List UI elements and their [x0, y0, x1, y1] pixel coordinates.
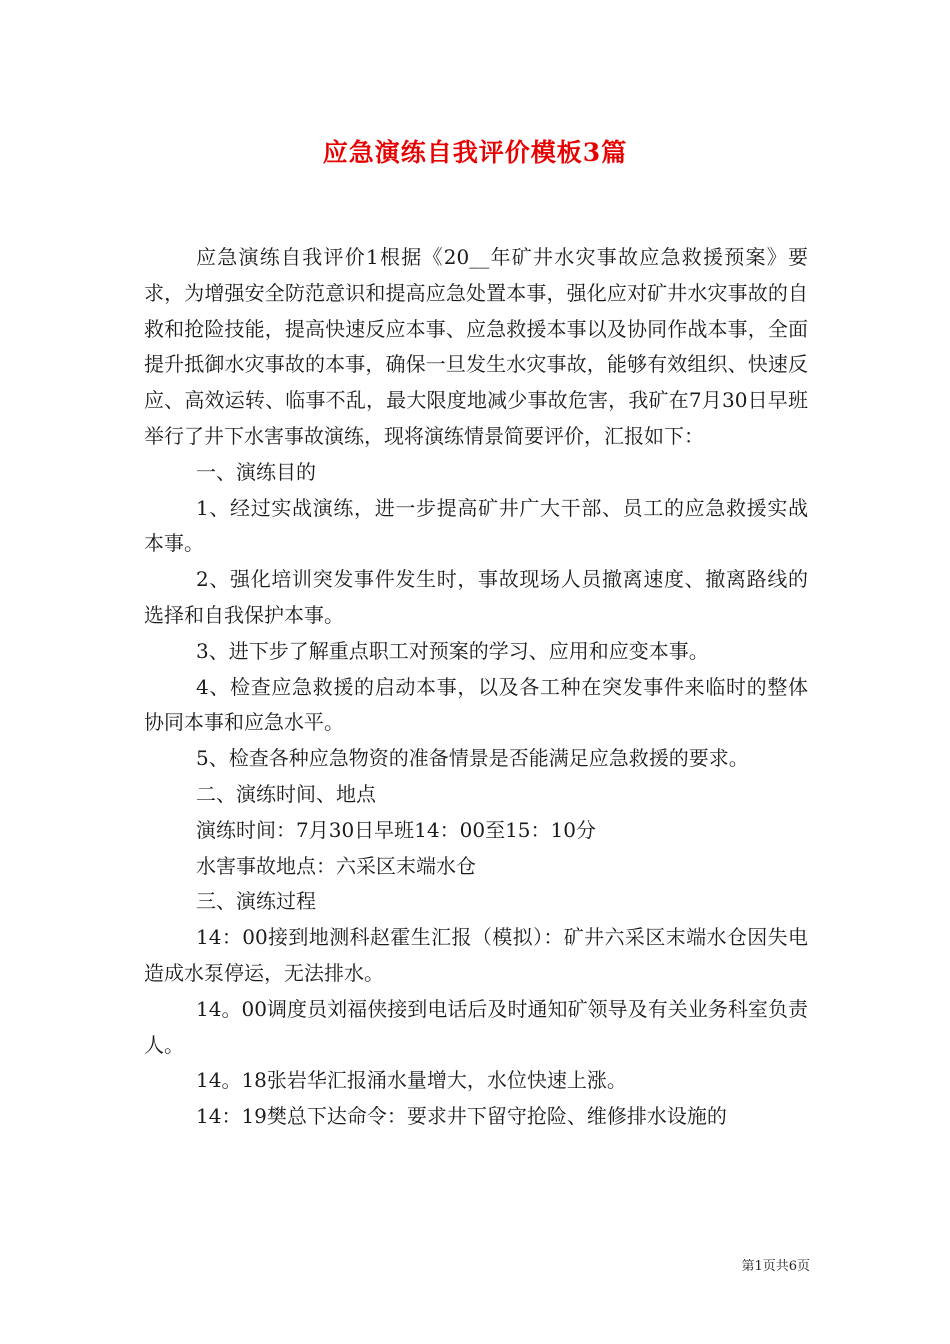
process-entry-4: 14：19樊总下达命令：要求井下留守抢险、维修排水设施的 [196, 1104, 727, 1129]
section-heading-time-place: 二、演练时间、地点 [196, 781, 376, 806]
purpose-item-4: 4、检查应急救援的启动本事，以及各工种在突发事件来临时的整体协同本事和应急水平。 [144, 674, 808, 735]
purpose-item-1: 1、经过实战演练，进一步提高矿井广大干部、员工的应急救援实战本事。 [144, 495, 808, 556]
drill-location: 水害事故地点：六采区末端水仓 [196, 853, 476, 878]
purpose-item-5: 5、检查各种应急物资的准备情景是否能满足应急救援的要求。 [196, 746, 749, 771]
purpose-item-3: 3、进下步了解重点职工对预案的学习、应用和应变本事。 [196, 638, 709, 663]
drill-time: 演练时间：7月30日早班14：00至15：10分 [196, 817, 596, 842]
document-body [144, 240, 808, 1135]
page-number: 第1页共6页 [741, 1259, 810, 1274]
purpose-item-2: 2、强化培训突发事件发生时，事故现场人员撤离速度、撤离路线的选择和自我保护本事。 [144, 567, 808, 627]
process-entry-2: 14。00调度员刘福侠接到电话后及时通知矿领导及有关业务科室负责人。 [144, 996, 808, 1057]
process-entry-1: 14：00接到地测科赵霍生汇报（模拟）：矿井六采区末端水仓因失电造成水泵停运，无法排水。 [144, 925, 808, 985]
intro-paragraph: 应急演练自我评价1根据《20__年矿井水灾事故应急救援预案》要求，为增强安全防范意识和提高应急处置本事，强化应对矿井水灾事故的自救和抢险技能，提高快速反应本事、应急救援本事以及协同作战本事，全面提升抵御水灾事故的本事，确保一旦发生水灾事故，能够有效组织、快速反应、高效运转、临事不乱，最大限度地减少事故危害，我矿在7月30日早班举行了井下水害事故演练，现将演练情景简要评价，汇报如下： [144, 245, 808, 448]
document-title: 应急演练自我评价模板3篇 [322, 138, 628, 167]
section-heading-process: 三、演练过程 [196, 889, 316, 914]
section-heading-purpose: 一、演练目的 [196, 459, 316, 484]
process-entry-3: 14。18张岩华汇报涌水量增大，水位快速上涨。 [196, 1068, 627, 1093]
